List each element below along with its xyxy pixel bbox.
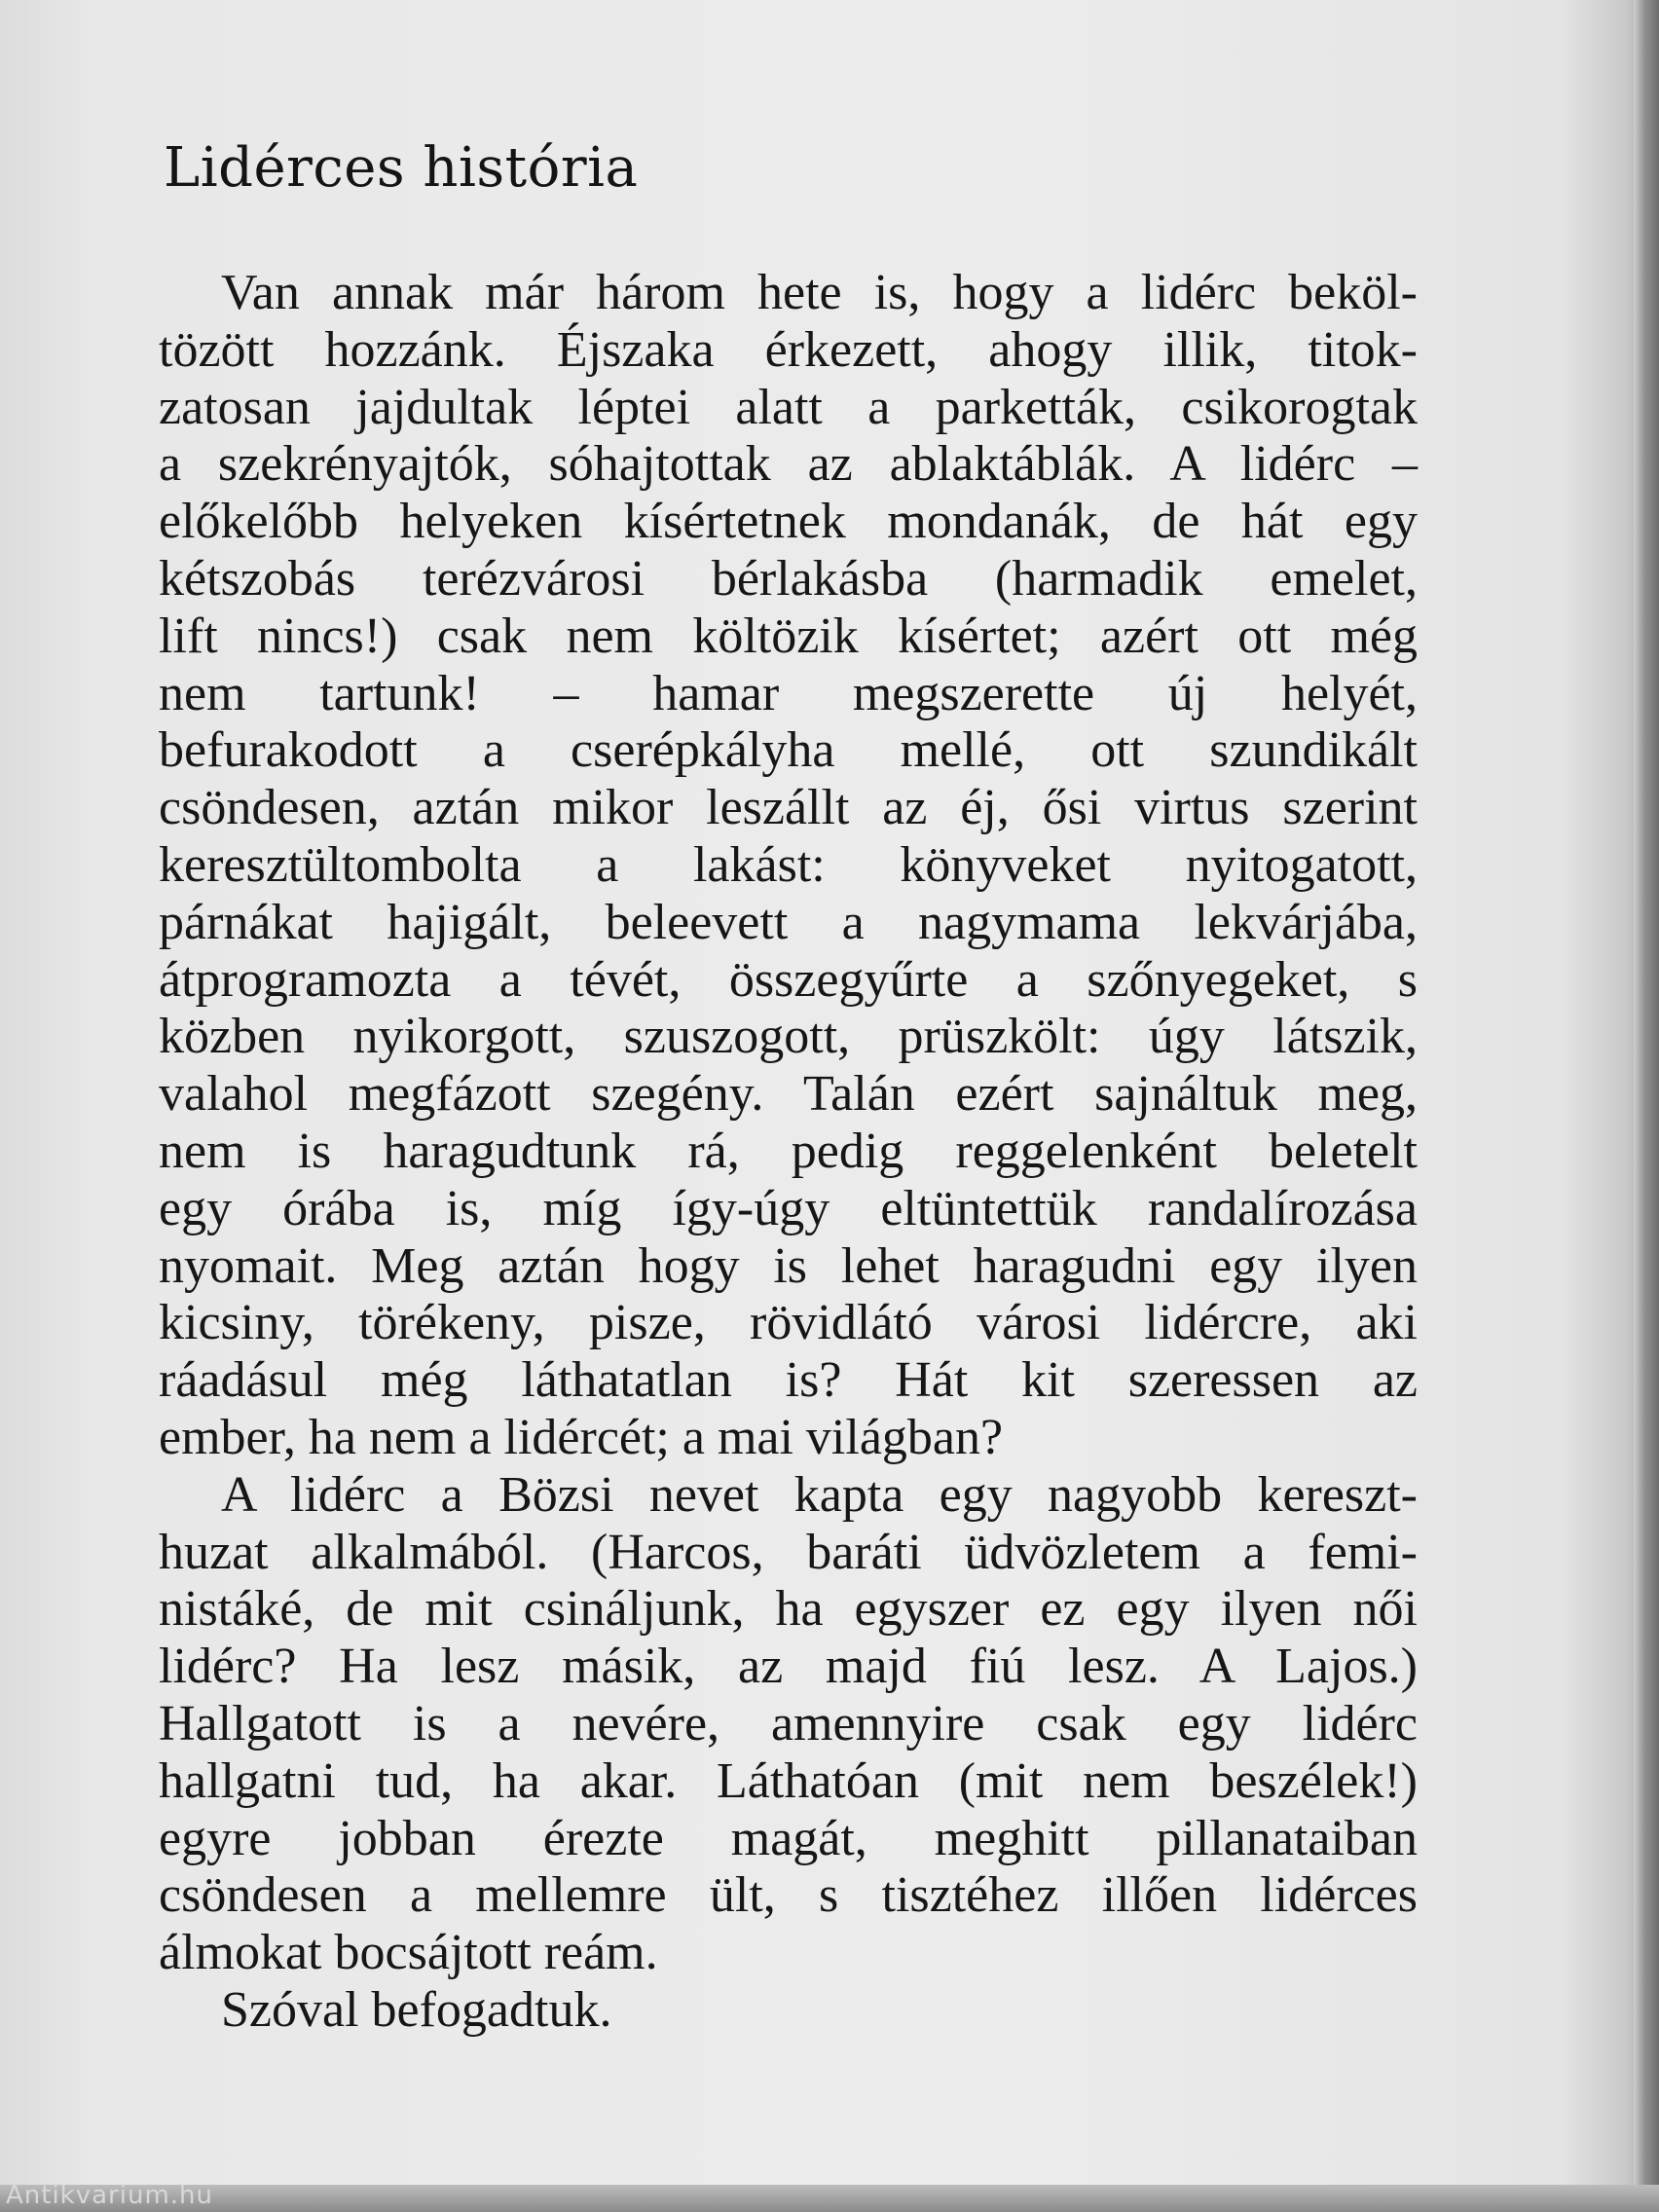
text-line: ráadásul még láthatatlan is? Hát kit szeressen az	[159, 1352, 1418, 1409]
watermark: Antikvarium.hu	[6, 2181, 213, 2210]
page-title: Lidérces história	[164, 136, 639, 200]
text-line: lift nincs!) csak nem költözik kísértet; azért ott még	[159, 608, 1418, 664]
text-line: párnákat hajigált, beleevett a nagymama lekvárjába,	[159, 894, 1418, 950]
text-line: nistáké, de mit csináljunk, ha egyszer ez egy ilyen női	[159, 1581, 1418, 1638]
text-line: valahol megfázott szegény. Talán ezért sajnáltuk meg,	[159, 1066, 1418, 1123]
text-line: nem tartunk! – hamar megszerette új helyét,	[159, 665, 1418, 721]
text-line: átprogramozta a tévét, összegyűrte a szőnyegeket, s	[159, 951, 1418, 1008]
text-line: előkelőbb helyeken kísértetnek mondanák, de hát egy	[159, 494, 1418, 550]
text-line: egyre jobban érezte magát, meghitt pillanataiban	[159, 1810, 1418, 1866]
text-line: Hallgatott is a nevére, amennyire csak egy lidérc	[159, 1695, 1418, 1751]
text-line: közben nyikorgott, szuszogott, prüszkölt: úgy látszik,	[159, 1009, 1418, 1065]
text-line: lidérc? Ha lesz másik, az majd fiú lesz. A Lajos.)	[159, 1639, 1418, 1695]
text-line: csöndesen a mellemre ült, s tisztéhez illően lidérces	[159, 1867, 1418, 1924]
text-line: keresztültombolta a lakást: könyveket nyitogatott,	[159, 836, 1418, 893]
text-line: a szekrényajtók, sóhajtottak az ablaktáblák. A lidérc –	[159, 436, 1418, 493]
text-line: A lidérc a Bözsi nevet kapta egy nagyobb kereszt-	[221, 1466, 1418, 1523]
page-edge-shadow	[1634, 0, 1659, 2212]
text-line: egy órába is, míg így-úgy eltüntettük randalírozása	[159, 1180, 1418, 1236]
text-line: Szóval befogadtuk.	[221, 1981, 612, 2038]
text-line: huzat alkalmából. (Harcos, baráti üdvözletem a femi-	[159, 1524, 1418, 1580]
text-line: csöndesen, aztán mikor leszállt az éj, ősi virtus szerint	[159, 780, 1418, 836]
text-line: ember, ha nem a lidércét; a mai világban?	[159, 1409, 1004, 1465]
body-text	[159, 265, 1418, 2040]
bottom-edge	[0, 2181, 1659, 2212]
text-line: álmokat bocsájtott reám.	[159, 1925, 658, 1981]
text-line: nem is haragudtunk rá, pedig reggelenként beletelt	[159, 1123, 1418, 1179]
text-line: kicsiny, törékeny, pisze, rövidlátó városi lidércre, aki	[159, 1295, 1418, 1351]
text-line: nyomait. Meg aztán hogy is lehet haragudni egy ilyen	[159, 1237, 1418, 1294]
text-line: kétszobás terézvárosi bérlakásba (harmadik emelet,	[159, 550, 1418, 607]
text-line: befurakodott a cserépkályha mellé, ott szundikált	[159, 722, 1418, 779]
text-line: hallgatni tud, ha akar. Láthatóan (mit nem beszélek!)	[159, 1752, 1418, 1809]
text-line: zatosan jajdultak léptei alatt a parketták, csikorogtak	[159, 379, 1418, 435]
text-line: Van annak már három hete is, hogy a lidérc beköl-	[221, 265, 1418, 320]
text-line: tözött hozzánk. Éjszaka érkezett, ahogy illik, titok-	[159, 321, 1418, 378]
